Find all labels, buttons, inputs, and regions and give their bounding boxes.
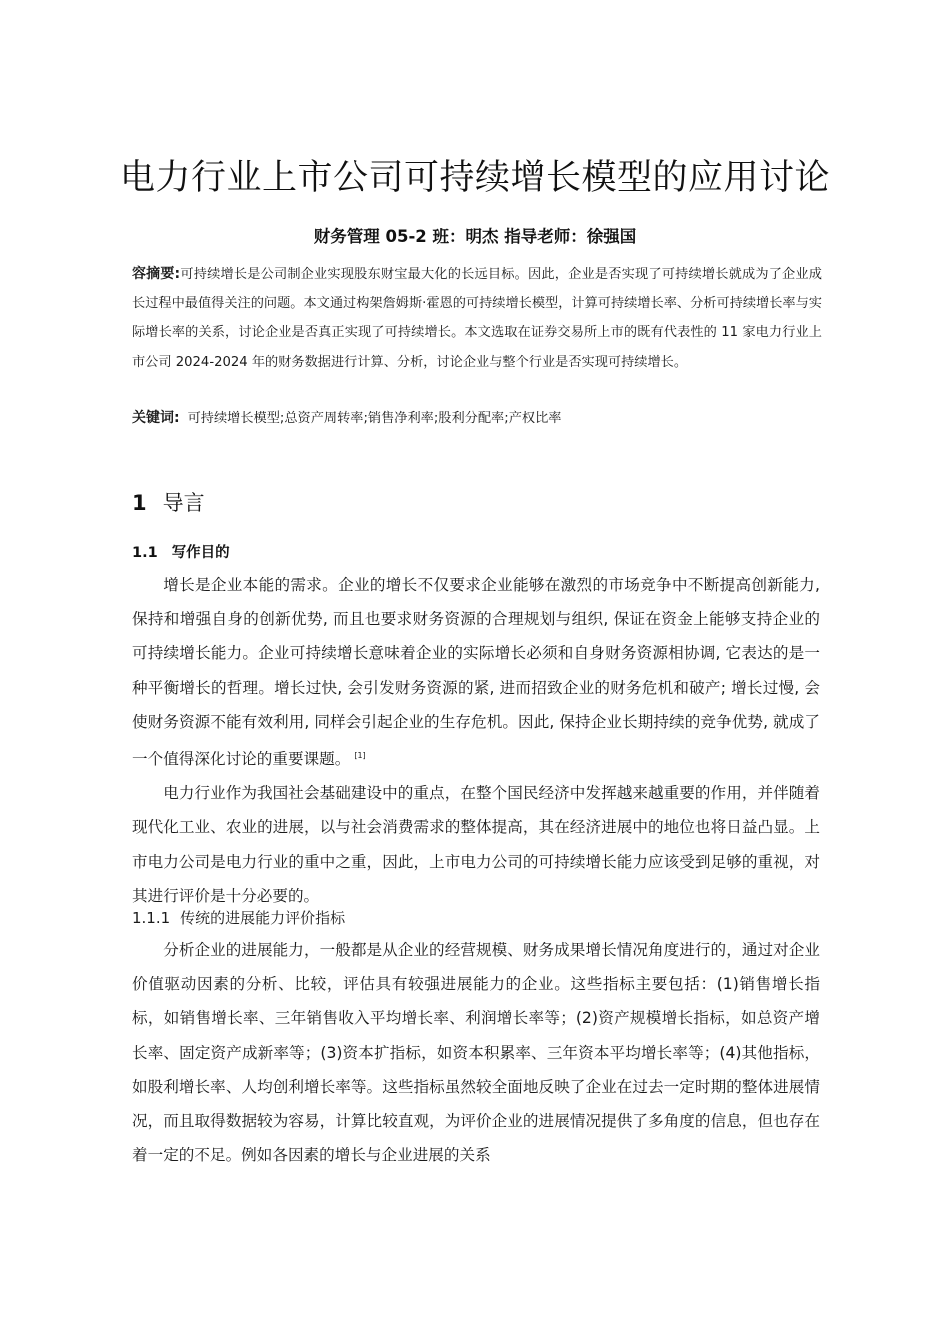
paragraph: 分析企业的进展能力，一般都是从企业的经营规模、财务成果增长情况角度进行的，通过对企业价值驱动因素的分析、比较，评估具有较强进展能力的企业。这些指标主要包括：(1)销售增长指标，如销售增长率、三年销售收入平均增长率、利润增长率等；(2)资产规模增长指标，如总资产增长率、固定资产成新率等；(3)资本扩指标，如资本积累率、三年资本平均增长率等；(4)其他指标，如股利增长率、人均创利增长率等。这些指标虽然较全面地反映了企业在过去一定时期的整体进展情况，而且取得数据较为容易，计算比较直观，为评价企业的进展情况提供了多角度的信息，但也存在着一定的不足。例如各因素的增长与企业进展的关系 <box>132 941 820 1165</box>
author-line: 财务管理 05-2 班：明杰 指导老师：徐强国 <box>313 227 637 246</box>
section-title: 导言 <box>162 491 205 515</box>
subsubsection-title: 传统的进展能力评价指标 <box>180 909 346 927</box>
keywords-label: 关键词: <box>132 410 180 426</box>
paragraph: 电力行业作为我国社会基础建设中的重点，在整个国民经济中发挥越来越重要的作用，并伴随着现代化工业、农业的进展，以与社会消费需求的整体提高，其在经济进展中的地位也将日益凸显。上市电力公司是电力行业的重中之重，因此，上市电力公司的可持续增长能力应该受到足够的重视，对其进行评价是十分必要的。 <box>132 784 820 905</box>
body-block-2 <box>132 933 820 1172</box>
section-number: 1 <box>132 491 147 515</box>
paragraph: 增长是企业本能的需求。企业的增长不仅要求企业能够在激烈的市场竞争中不断提高创新能力, 保持和增强自身的创新优势, 而且也要求财务资源的合理规划与组织, 保证在资金上能够支持企业的可持续增长能力。企业可持续增长意味着企业的实际增长必须和自身财务资源相协调, 它表达的是一种平衡增长的哲理。增长过快, 会引发财务资源的紧, 进而招致企业的财务危机和破产; 增长过慢, 会使财务资源不能有效利用, 同样会引起企业的生存危机。因此, 保持企业长期持续的竞争优势, 就成了一个值得深化讨论的重要课题。 [1] <box>132 576 820 769</box>
abstract-label: 容摘要: <box>132 266 181 282</box>
paper-title: 电力行业上市公司可持续增长模型的应用讨论 <box>119 158 830 198</box>
keywords-text: 可持续增长模型;总资产周转率;销售净利率;股利分配率;产权比率 <box>187 411 562 426</box>
subsubsection-heading-1-1-1 <box>132 904 345 932</box>
body-block-1 <box>132 568 820 913</box>
abstract <box>132 260 822 377</box>
keywords <box>132 405 822 432</box>
citation-marker: [1] <box>354 751 366 761</box>
abstract-text: 可持续增长是公司制企业实现股东财宝最大化的长远目标。因此，企业是否实现了可持续增长就成为了企业成长过程中最值得关注的问题。本文通过构架詹姆斯·霍恩的可持续增长模型，计算可持续增长率、分析可持续增长率与实际增长率的关系，讨论企业是否真正实现了可持续增长。本文选取在证券交易所上市的既有代表性的 11 家电力行业上市公司 2024-2024 年的财务数据进行计算、分析，讨论企业与整个行业是否实现可持续增长。 <box>132 267 822 370</box>
section-heading-1 <box>132 485 205 521</box>
subsection-title: 写作目的 <box>171 545 230 561</box>
subsection-number: 1.1 <box>132 545 158 561</box>
subsection-heading-1-1 <box>132 540 230 566</box>
subsubsection-number: 1.1.1 <box>132 909 171 927</box>
